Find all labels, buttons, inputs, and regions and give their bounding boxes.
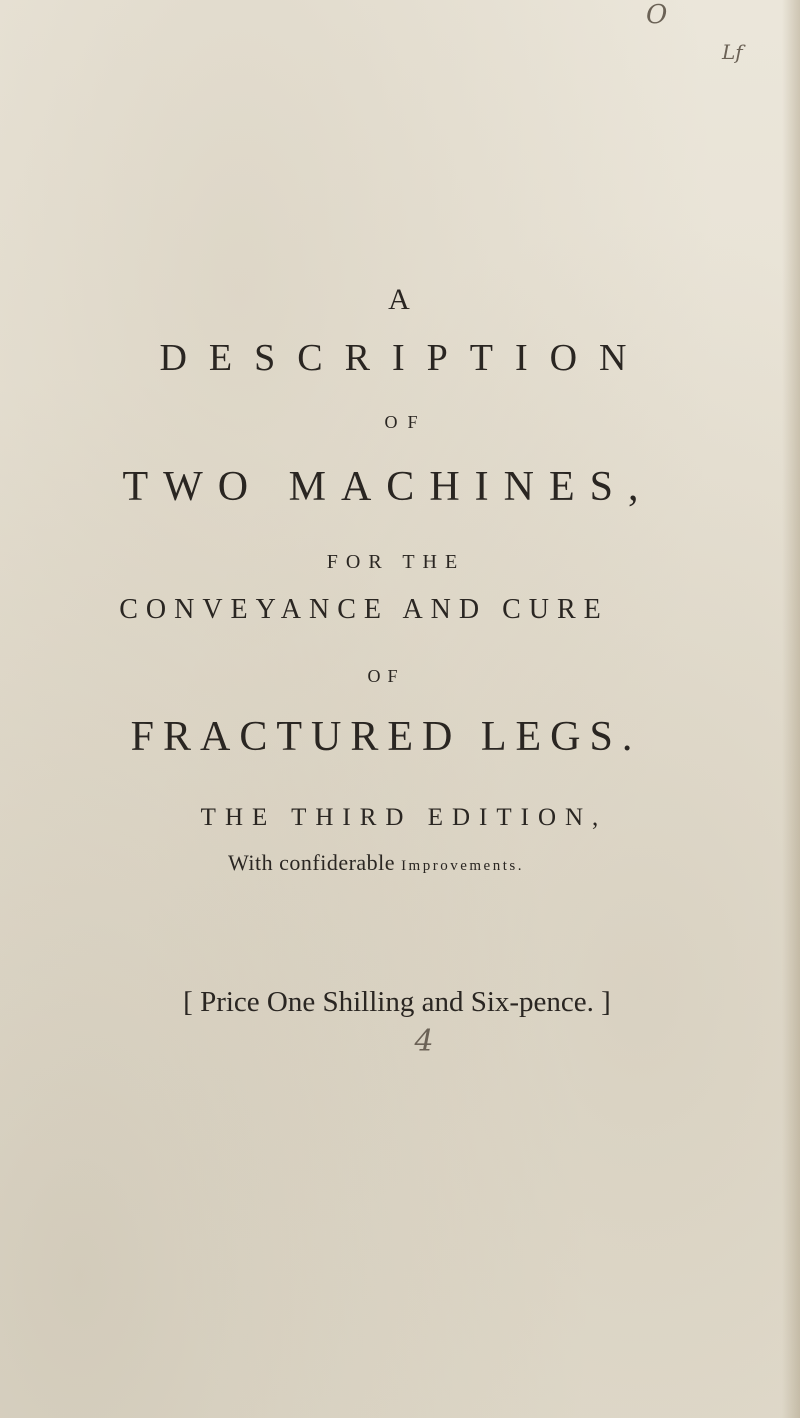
improvements-note-lead: With confiderable xyxy=(228,850,396,875)
title-of: OF xyxy=(367,666,405,686)
handwritten-number: 4 xyxy=(414,1024,434,1059)
edition-statement: THE THIRD EDITION, xyxy=(200,804,608,831)
title-conveyance-and-cure: CONVEYANCE AND CURE xyxy=(119,594,609,625)
improvements-note xyxy=(0,850,776,876)
title-description: DESCRIPTION xyxy=(159,337,649,379)
title-two-machines: TWO MACHINES, xyxy=(122,464,654,510)
price-statement: [ Price One Shilling and Six-pence. ] xyxy=(183,986,611,1018)
title-for-the: FOR THE xyxy=(326,551,466,573)
title-article: A xyxy=(388,283,412,316)
handwritten-mark: O xyxy=(646,0,668,30)
title-of: OF xyxy=(384,412,428,432)
title-fractured-legs: FRACTURED LEGS. xyxy=(130,714,642,760)
page-edge-shadow xyxy=(782,0,800,1418)
improvements-note-smallcaps: Improvements. xyxy=(401,858,524,874)
handwritten-mark: Lf xyxy=(722,40,743,64)
